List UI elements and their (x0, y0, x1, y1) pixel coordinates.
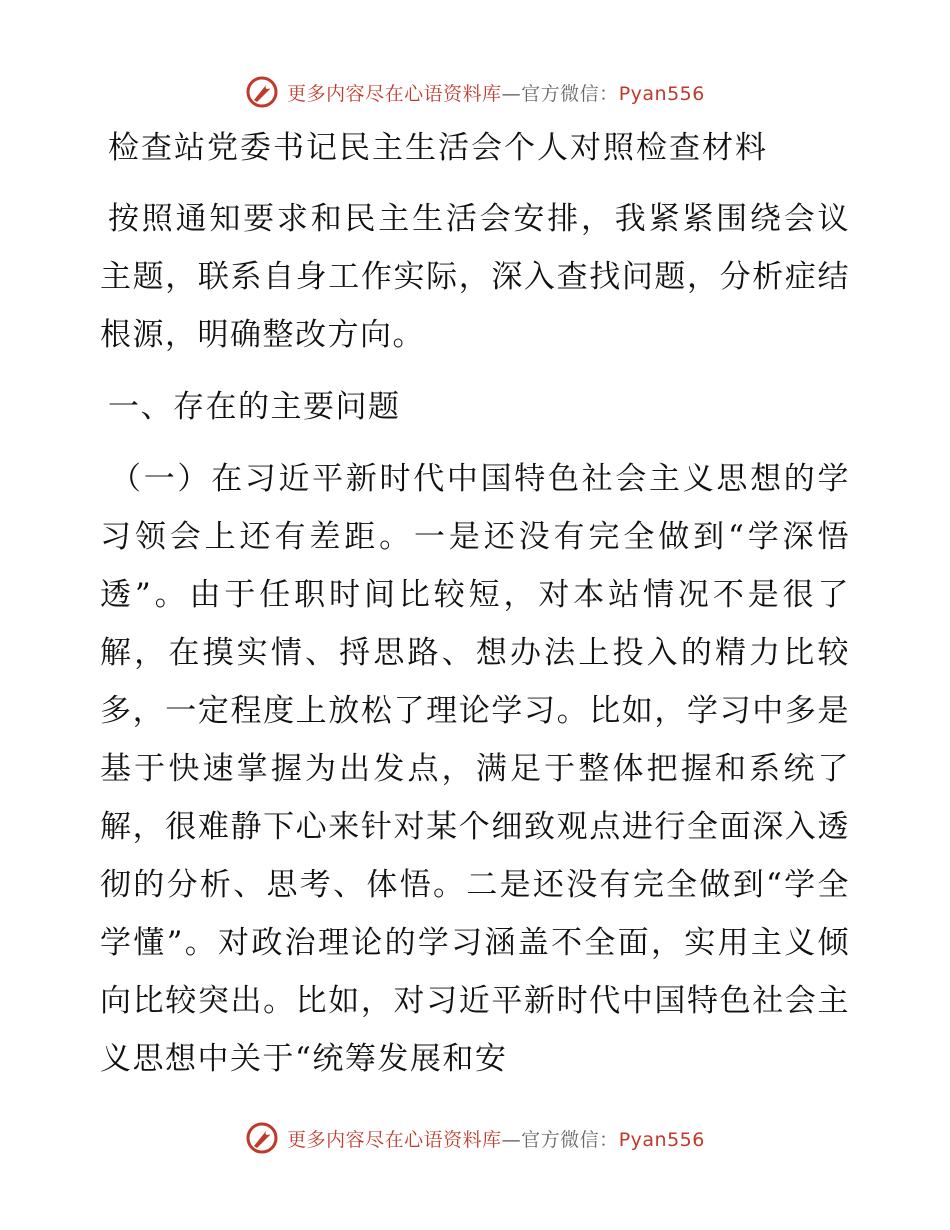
watermark-dash: — (501, 82, 522, 105)
pen-nib-circle-icon (245, 75, 279, 109)
watermark-handle: Pyan556 (618, 82, 705, 105)
body-paragraph: （一）在习近平新时代中国特色社会主义思想的学习领会上还有差距。一是还没有完全做到“学深悟透”。由于任职时间比较短，对本站情况不是很了解，在摸实情、捋思路、想办法上投入的精力比较多，一定程度上放松了理论学习。比如，学习中多是基于快速掌握为出发点，满足于整体把握和系统了解，很难静下心来针对某个细致观点进行全面深入透彻的分析、思考、体悟。二是还没有完全做到“学全学懂”。对政治理论的学习涵盖不全面，实用主义倾向比较突出。比如，对习近平新时代中国特色社会主义思想中关于“统筹发展和安 (100, 461, 850, 1077)
intro-paragraph: 按照通知要求和民主生活会安排，我紧紧围绕会议主题，联系自身工作实际，深入查找问题，分析症结根源，明确整改方向。 (100, 201, 850, 353)
watermark-slogan: 更多内容尽在心语资料库 (287, 82, 502, 105)
watermark-dash: — (501, 1128, 522, 1151)
header-watermark (0, 72, 950, 112)
document-body (100, 120, 850, 1088)
section-heading: 一、存在的主要问题 (108, 389, 401, 425)
watermark-wechat-label: 官方微信： (521, 82, 619, 105)
pen-nib-circle-icon (245, 1121, 279, 1155)
footer-watermark (0, 1118, 950, 1158)
watermark-handle: Pyan556 (618, 1128, 705, 1151)
watermark-wechat-label: 官方微信： (521, 1128, 619, 1151)
watermark-text (287, 79, 705, 106)
document-title: 检查站党委书记民主生活会个人对照检查材料 (108, 130, 768, 166)
watermark-text (287, 1125, 705, 1152)
watermark-slogan: 更多内容尽在心语资料库 (287, 1128, 502, 1151)
